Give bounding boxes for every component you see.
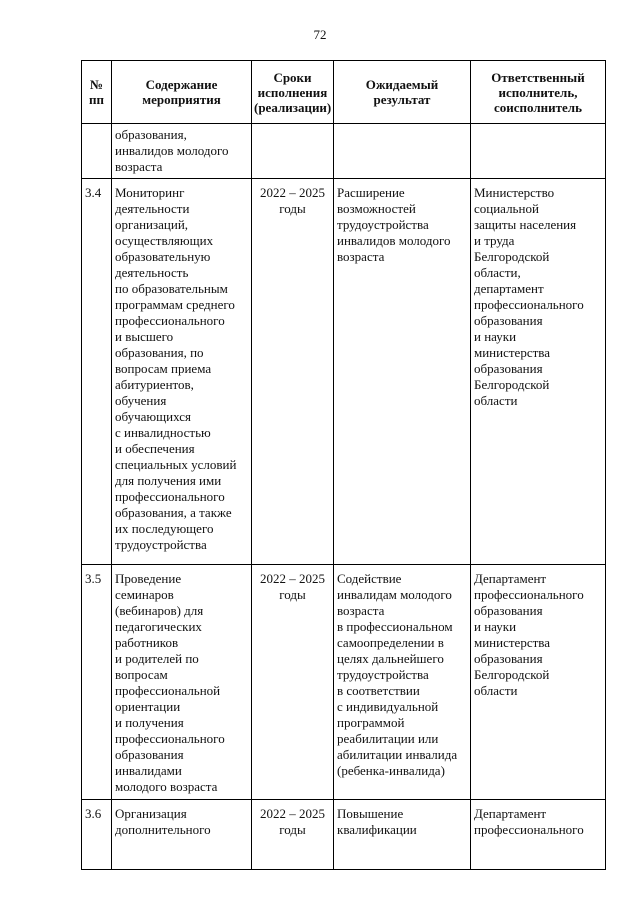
cell-responsible: Департамент профессионального — [471, 800, 606, 870]
cell-term — [252, 124, 334, 179]
cell-number: 3.6 — [82, 800, 112, 870]
table-row — [82, 124, 606, 179]
cell-responsible: Департамент профессионального образования и науки министерства образования Белгородской области — [471, 565, 606, 800]
header-result: Ожидаемый результат — [334, 61, 471, 124]
header-number: № пп — [82, 61, 112, 124]
header-term: Сроки исполнения (реализации) — [252, 61, 334, 124]
cell-content: образования, инвалидов молодого возраста — [112, 124, 252, 179]
activities-table — [81, 60, 606, 870]
cell-responsible: Министерство социальной защиты населения и труда Белгородской области, департамент профессионального образования и науки министерства образования Белгородской области — [471, 179, 606, 565]
table-header-row — [82, 61, 606, 124]
table-row — [82, 800, 606, 870]
cell-number — [82, 124, 112, 179]
cell-number: 3.5 — [82, 565, 112, 800]
header-responsible: Ответственный исполнитель, соисполнитель — [471, 61, 606, 124]
cell-result: Расширение возможностей трудоустройства инвалидов молодого возраста — [334, 179, 471, 565]
cell-result: Повышение квалификации — [334, 800, 471, 870]
cell-content: Организация дополнительного — [112, 800, 252, 870]
cell-content: Проведение семинаров (вебинаров) для педагогических работников и родителей по вопросам профессиональной ориентации и получения профессионального образования инвалидами молодого возраста — [112, 565, 252, 800]
page-number: 72 — [313, 27, 327, 42]
table-row — [82, 179, 606, 565]
cell-responsible — [471, 124, 606, 179]
table-row — [82, 565, 606, 800]
cell-result: Содействие инвалидам молодого возраста в профессиональном самоопределении в целях дальнейшего трудоустройства в соответствии с индивидуальной программой реабилитации или абилитации инвалида (ребенка-инвалида) — [334, 565, 471, 800]
cell-term: 2022 – 2025 годы — [252, 800, 334, 870]
header-content: Содержание мероприятия — [112, 61, 252, 124]
cell-number: 3.4 — [82, 179, 112, 565]
cell-result — [334, 124, 471, 179]
cell-term: 2022 – 2025 годы — [252, 179, 334, 565]
cell-term: 2022 – 2025 годы — [252, 565, 334, 800]
cell-content: Мониторинг деятельности организаций, осуществляющих образовательную деятельность по образовательным программам среднего профессионального и высшего образования, по вопросам приема абитуриентов, обучения обучающихся с инвалидностью и обеспечения специальных условий для получения ими профессионального образования, а также их последующего трудоустройства — [112, 179, 252, 565]
